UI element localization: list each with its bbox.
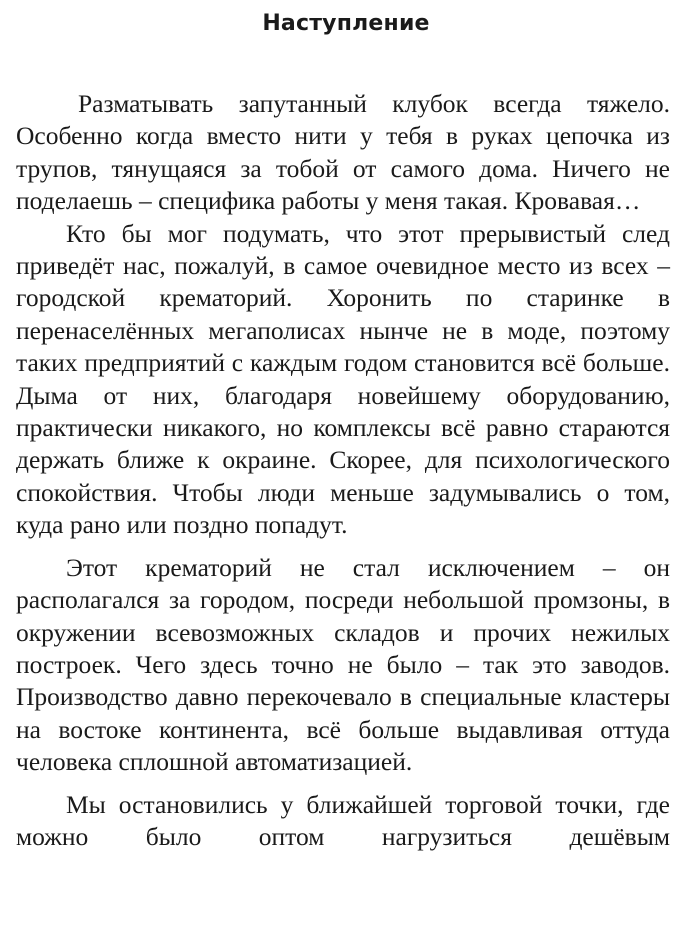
chapter-title: Наступление <box>262 11 430 36</box>
body-text <box>16 88 670 853</box>
paragraph-1: Разматывать запутанный клубок всегда тяжело. Особенно когда вместо нити у тебя в руках цепочка из трупов, тянущаяся за тобой от самого дома. Ничего не поделаешь – специфика работы у меня такая. Кровавая… <box>16 89 670 216</box>
paragraph-3: Этот крематорий не стал исключением – он располагался за городом, посреди небольшой промзоны, в окружении всевозможных складов и прочих нежилых построек. Чего здесь точно не было – так это заводов. Производство давно перекочевало в специальные кластеры на востоке континента, всё больше выдавливая оттуда человека сплошной автоматизацией. <box>16 552 670 777</box>
paragraph-2: Кто бы мог подумать, что этот прерывистый след приведёт нас, пожалуй, в самое очевидное место из всех – городской крематорий. Хоронить по старинке в перенаселённых мегаполисах нынче не в моде, поэтому таких предприятий с каждым годом становится всё больше. Дыма от них, благодаря новейшему оборудованию, практически никакого, но комплексы всё равно стараются держать ближе к окраине. Скорее, для психологического спокойствия. Чтобы люди меньше задумывались о том, куда рано или поздно попадут. <box>16 218 670 540</box>
paragraph-4: Мы остановились у ближайшей торговой точки, где можно было оптом нагрузиться дешёвым <box>16 789 670 851</box>
